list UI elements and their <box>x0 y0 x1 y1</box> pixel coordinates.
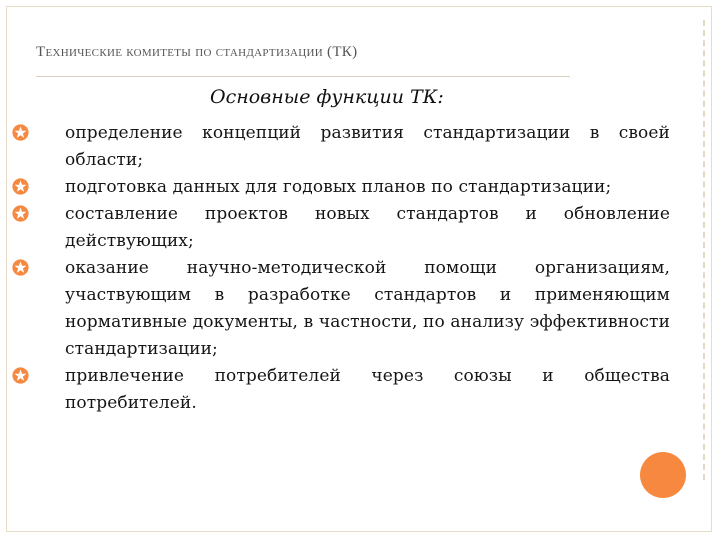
bullet-text: привлечение потребителей через союзы и общества потребителей. <box>65 366 670 413</box>
title-underline <box>36 76 570 77</box>
bullet-text: подготовка данных для годовых планов по стандартизации; <box>65 177 612 197</box>
star-bullet-icon <box>12 178 29 195</box>
bullet-item <box>65 120 670 174</box>
bullet-item <box>65 255 670 363</box>
star-bullet-icon <box>12 367 29 384</box>
star-bullet-icon <box>12 205 29 222</box>
decorative-orange-circle <box>640 452 686 498</box>
slide-subtitle: Основные функции ТК: <box>210 86 444 108</box>
star-bullet-icon <box>12 259 29 276</box>
bullet-item <box>65 201 670 255</box>
bullet-text: составление проектов новых стандартов и обновление действующих; <box>65 204 670 251</box>
star-bullet-icon <box>12 124 29 141</box>
slide-title: Технические комитеты по стандартизации (ТК) <box>36 44 358 60</box>
bullet-text: оказание научно-методической помощи организациям, участвующим в разработке стандартов и применяющим нормативные документы, в частности, по анализу эффективности стандартизации; <box>65 258 670 359</box>
bullet-item <box>65 174 670 201</box>
bullet-text: определение концепций развития стандартизации в своей области; <box>65 123 670 170</box>
bullet-item <box>65 363 670 417</box>
bullet-list <box>0 120 720 417</box>
